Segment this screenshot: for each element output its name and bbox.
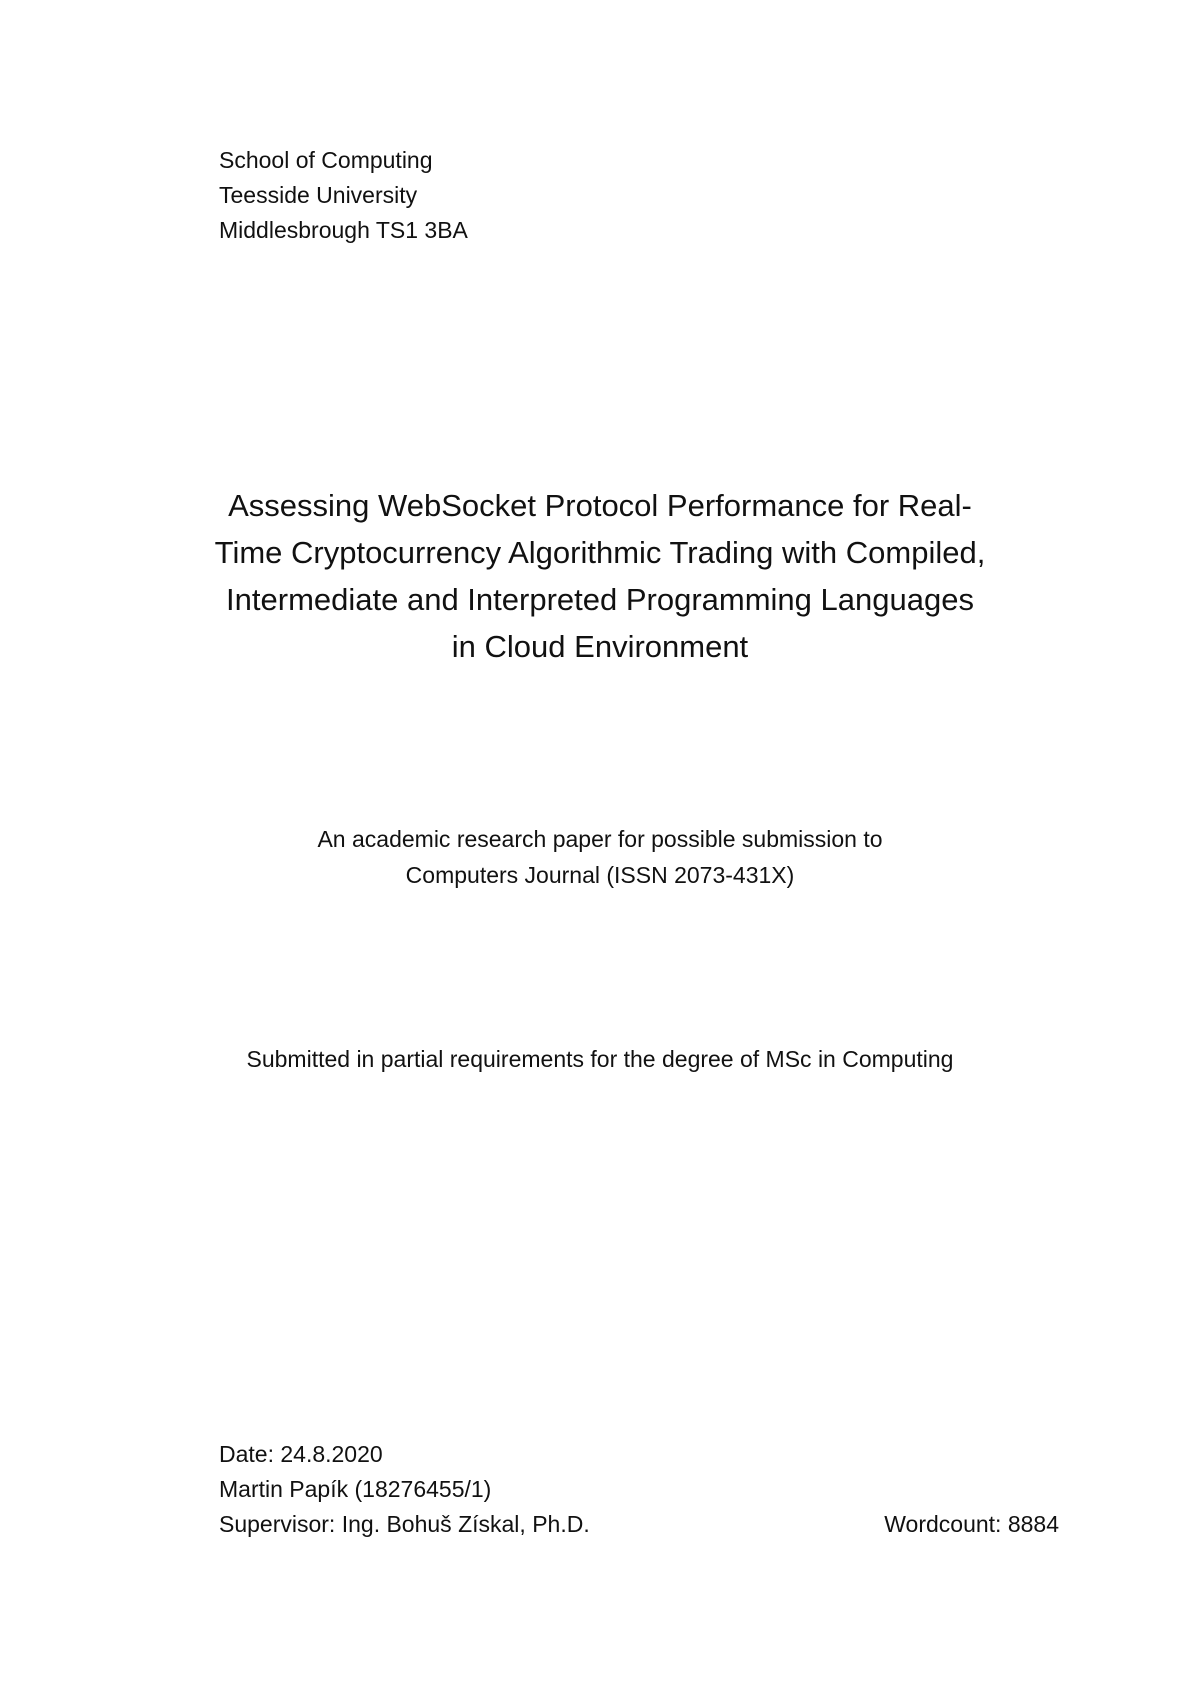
address-university: Teesside University: [219, 182, 418, 208]
title-line-3: Intermediate and Interpreted Programming Languages: [226, 582, 974, 617]
footer-author-row: [219, 1472, 1059, 1507]
submission-text: Submitted in partial requirements for the degree of MSc in Computing: [246, 1046, 954, 1072]
title-line-2: Time Cryptocurrency Algorithmic Trading with Compiled,: [214, 535, 986, 570]
submission-statement: [150, 1041, 1050, 1077]
institution-address: [219, 143, 468, 248]
paper-purpose: [150, 821, 1050, 893]
submission-date: Date: 24.8.2020: [219, 1441, 383, 1467]
supervisor-name: Supervisor: Ing. Bohuš Získal, Ph.D.: [219, 1511, 590, 1537]
address-city: Middlesbrough TS1 3BA: [219, 217, 468, 243]
footer-supervisor-row: [219, 1507, 1059, 1542]
title-line-4: in Cloud Environment: [451, 629, 749, 664]
word-count: Wordcount: 8884: [884, 1511, 1059, 1537]
address-school: School of Computing: [219, 147, 433, 173]
paper-title: [150, 482, 1050, 670]
title-line-1: Assessing WebSocket Protocol Performance for Real-: [228, 488, 972, 523]
footer-date-row: [219, 1437, 1059, 1472]
author-name: Martin Papík (18276455/1): [219, 1476, 492, 1502]
document-footer: [219, 1437, 1059, 1542]
purpose-line-1: An academic research paper for possible submission to: [317, 826, 883, 852]
purpose-line-2: Computers Journal (ISSN 2073-431X): [405, 862, 795, 888]
